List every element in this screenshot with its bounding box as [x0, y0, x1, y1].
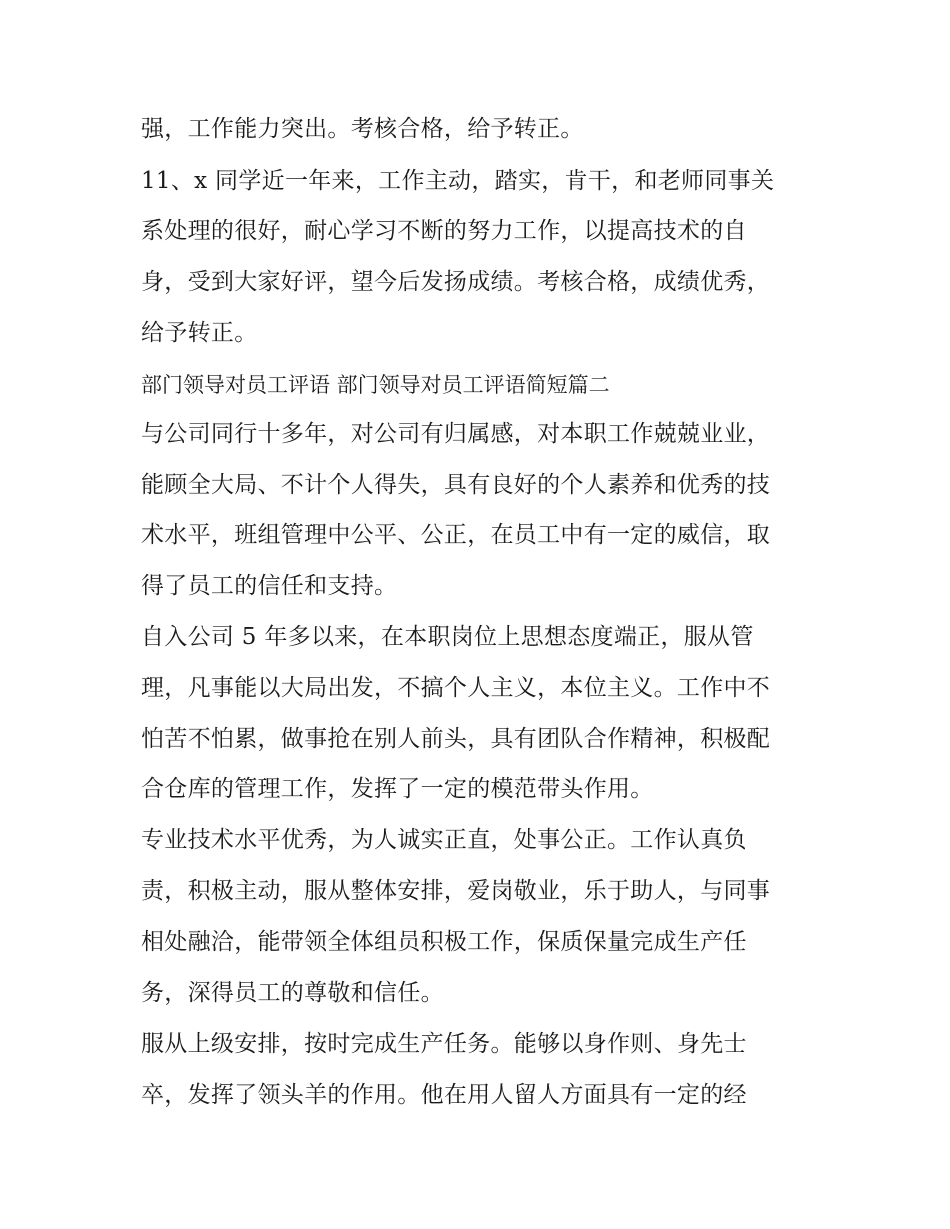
- text-line: 得了员工的信任和支持。: [141, 573, 398, 599]
- text-line: 怕苦不怕累，做事抢在别人前头，具有团队合作精神，积极配: [141, 726, 771, 752]
- text-line: 卒，发挥了领头羊的作用。他在用人留人方面具有一定的经: [141, 1082, 747, 1108]
- text-line: 能顾全大局、不计个人得失，具有良好的个人素养和优秀的技: [141, 472, 771, 498]
- text-line: 强，工作能力突出。考核合格，给予转正。: [141, 116, 584, 142]
- text-line: 自入公司 5 年多以来，在本职岗位上思想态度端正，服从管: [141, 624, 754, 650]
- section-heading: 部门领导对员工评语 部门领导对员工评语简短篇二: [141, 373, 610, 397]
- text-line: 身，受到大家好评，望今后发扬成绩。考核合格，成绩优秀，: [141, 269, 771, 295]
- text-line: 服从上级安排，按时完成生产任务。能够以身作则、身先士: [141, 1031, 747, 1057]
- text-line: 相处融洽，能带领全体组员积极工作，保质保量完成生产任: [141, 929, 747, 955]
- text-line: 责，积极主动，服从整体安排，爱岗敬业，乐于助人，与同事: [141, 878, 771, 904]
- text-line: 给予转正。: [141, 320, 258, 346]
- text-line: 理，凡事能以大局出发，不搞个人主义，本位主义。工作中不: [141, 675, 771, 701]
- text-line: 11、x 同学近一年来，工作主动，踏实，肯干，和老师同事关: [141, 168, 775, 194]
- text-line: 系处理的很好，耐心学习不断的努力工作，以提高技术的自: [141, 218, 747, 244]
- text-line: 与公司同行十多年，对公司有归属感，对本职工作兢兢业业，: [141, 421, 771, 447]
- text-line: 专业技术水平优秀，为人诚实正直，处事公正。工作认真负: [141, 827, 747, 853]
- text-line: 合仓库的管理工作，发挥了一定的模范带头作用。: [141, 776, 654, 802]
- text-line: 术水平，班组管理中公平、公正，在员工中有一定的威信，取: [141, 522, 771, 548]
- text-line: 务，深得员工的尊敬和信任。: [141, 980, 444, 1006]
